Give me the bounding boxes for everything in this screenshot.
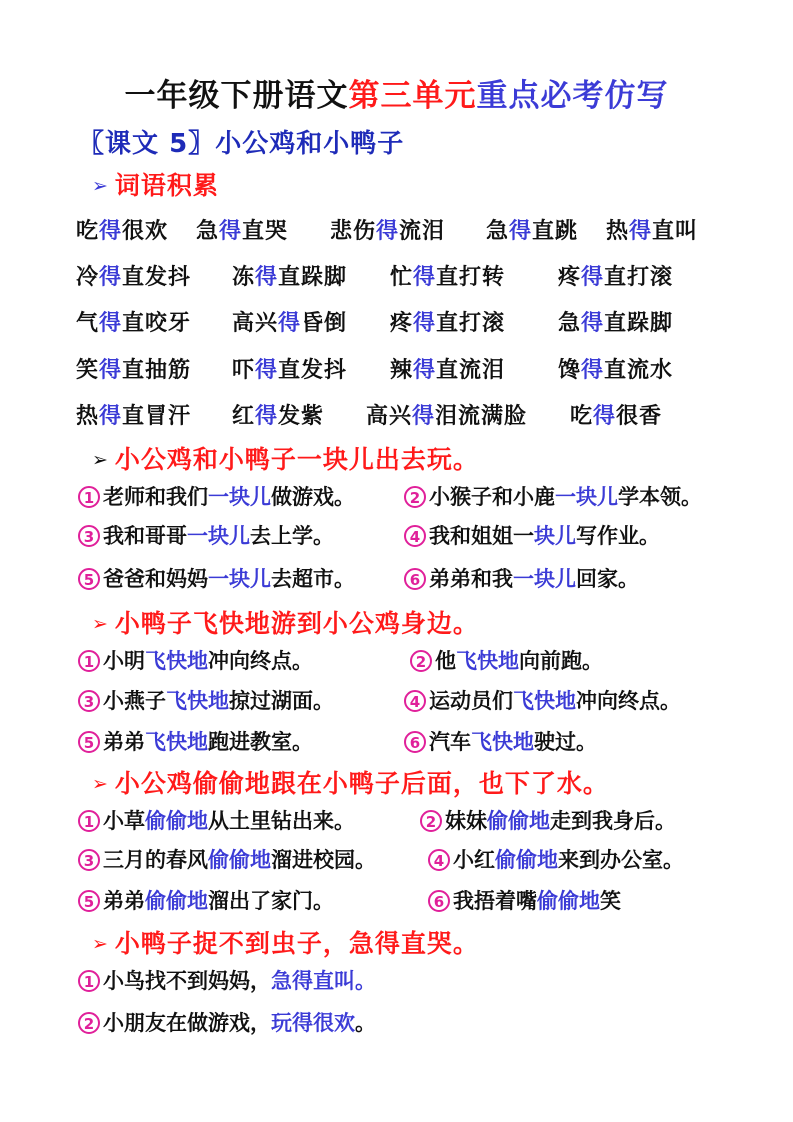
number-badge: 5 [78,890,100,912]
number-badge: 2 [410,650,432,672]
vocab-row [0,260,793,290]
number-badge: 2 [78,1012,100,1034]
example-sentence: 4 我和姐姐一块儿写作业。 [404,521,660,551]
lesson-label: 课文 5 [105,129,189,159]
number-badge: 2 [420,810,442,832]
number-badge: 3 [78,690,100,712]
number-badge: 4 [404,525,426,547]
number-badge: 6 [404,731,426,753]
arrow-icon: ➢ [92,773,109,795]
section-heading-text: 小公鸡偷偷地跟在小鸭子后面，也下了水。 [114,769,609,798]
vocab-word: 吃得很欢 [76,219,169,244]
arrow-icon: ➢ [92,613,109,635]
example-sentence: 2 妹妹偷偷地走到我身后。 [420,806,676,836]
number-badge: 4 [404,690,426,712]
example-sentence: 3 我和哥哥一块儿去上学。 [78,521,334,551]
number-badge: 1 [78,810,100,832]
example-sentence: 2 小朋友在做游戏，玩得很欢。 [78,1008,376,1038]
vocab-word: 急得直跳 [486,219,579,244]
number-badge: 3 [78,525,100,547]
arrow-icon: ➢ [92,175,109,197]
number-badge: 6 [404,568,426,590]
vocab-word: 高兴得昏倒 [232,311,348,336]
vocab-word: 疼得直打滚 [558,265,674,290]
section-heading [92,924,479,960]
vocab-word: 急得直哭 [196,219,289,244]
vocab-word: 悲伤得流泪 [330,219,446,244]
example-sentence: 4 运动员们飞快地冲向终点。 [404,686,681,716]
lesson-name: 小公鸡和小鸭子 [215,129,405,159]
number-badge: 3 [78,849,100,871]
example-sentence: 3 小燕子飞快地掠过湖面。 [78,686,334,716]
page-title [0,70,793,115]
example-sentence: 5 爸爸和妈妈一块儿去超市。 [78,564,355,594]
lesson-open-bracket: 〖 [78,129,106,159]
vocab-row [0,399,793,429]
number-badge: 1 [78,970,100,992]
number-badge: 4 [428,849,450,871]
example-sentence: 1 小草偷偷地从土里钻出来。 [78,806,355,836]
vocab-heading-text: 词语积累 [114,171,219,200]
section-heading-text: 小公鸡和小鸭子一块儿出去玩。 [114,445,479,474]
example-sentence: 5 弟弟飞快地跑进教室。 [78,727,313,757]
vocab-word: 冻得直跺脚 [232,265,348,290]
example-sentence: 6 我捂着嘴偷偷地笑 [428,886,621,916]
example-sentence: 6 汽车飞快地驶过。 [404,727,597,757]
vocab-row [0,306,793,336]
section-heading-text: 小鸭子飞快地游到小公鸡身边。 [114,609,479,638]
section-heading [92,440,479,476]
example-sentence: 2 小猴子和小鹿一块儿学本领。 [404,482,702,512]
vocab-word: 吃得很香 [570,404,663,429]
vocab-word: 馋得直流水 [558,358,674,383]
section-heading [92,604,479,640]
title-part-grade: 一年级下册语文 [124,78,349,114]
vocab-row [0,214,793,244]
vocab-word: 冷得直发抖 [76,265,192,290]
example-sentence: 1 小明飞快地冲向终点。 [78,646,313,676]
vocab-word: 吓得直发抖 [232,358,348,383]
number-badge: 5 [78,731,100,753]
vocab-word: 红得发紫 [232,404,325,429]
example-sentence: 1 小鸟找不到妈妈，急得直叫。 [78,966,376,996]
vocab-row [0,353,793,383]
arrow-icon: ➢ [92,933,109,955]
vocab-word: 气得直咬牙 [76,311,192,336]
vocab-word: 高兴得泪流满脸 [366,404,528,429]
example-sentence: 1 老师和我们一块儿做游戏。 [78,482,355,512]
lesson-heading [78,123,404,160]
title-part-focus: 重点必考仿写 [476,78,669,114]
vocab-word: 笑得直抽筋 [76,358,192,383]
vocab-word: 忙得直打转 [390,265,506,290]
vocab-word: 热得直叫 [606,219,699,244]
arrow-icon: ➢ [92,449,109,471]
vocab-heading [92,166,219,202]
vocab-word: 热得直冒汗 [76,404,192,429]
number-badge: 1 [78,486,100,508]
example-sentence: 3 三月的春风偷偷地溜进校园。 [78,845,376,875]
example-sentence: 5 弟弟偷偷地溜出了家门。 [78,886,334,916]
example-sentence: 4 小红偷偷地来到办公室。 [428,845,684,875]
section-heading [92,764,609,800]
vocab-word: 急得直跺脚 [558,311,674,336]
example-sentence: 2 他飞快地向前跑。 [410,646,603,676]
number-badge: 5 [78,568,100,590]
number-badge: 2 [404,486,426,508]
vocab-word: 辣得直流泪 [390,358,506,383]
number-badge: 6 [428,890,450,912]
number-badge: 1 [78,650,100,672]
example-sentence: 6 弟弟和我一块儿回家。 [404,564,639,594]
title-part-unit: 第三单元 [348,78,477,114]
vocab-word: 疼得直打滚 [390,311,506,336]
lesson-close-bracket: 〗 [188,129,216,159]
section-heading-text: 小鸭子捉不到虫子，急得直哭。 [114,929,479,958]
